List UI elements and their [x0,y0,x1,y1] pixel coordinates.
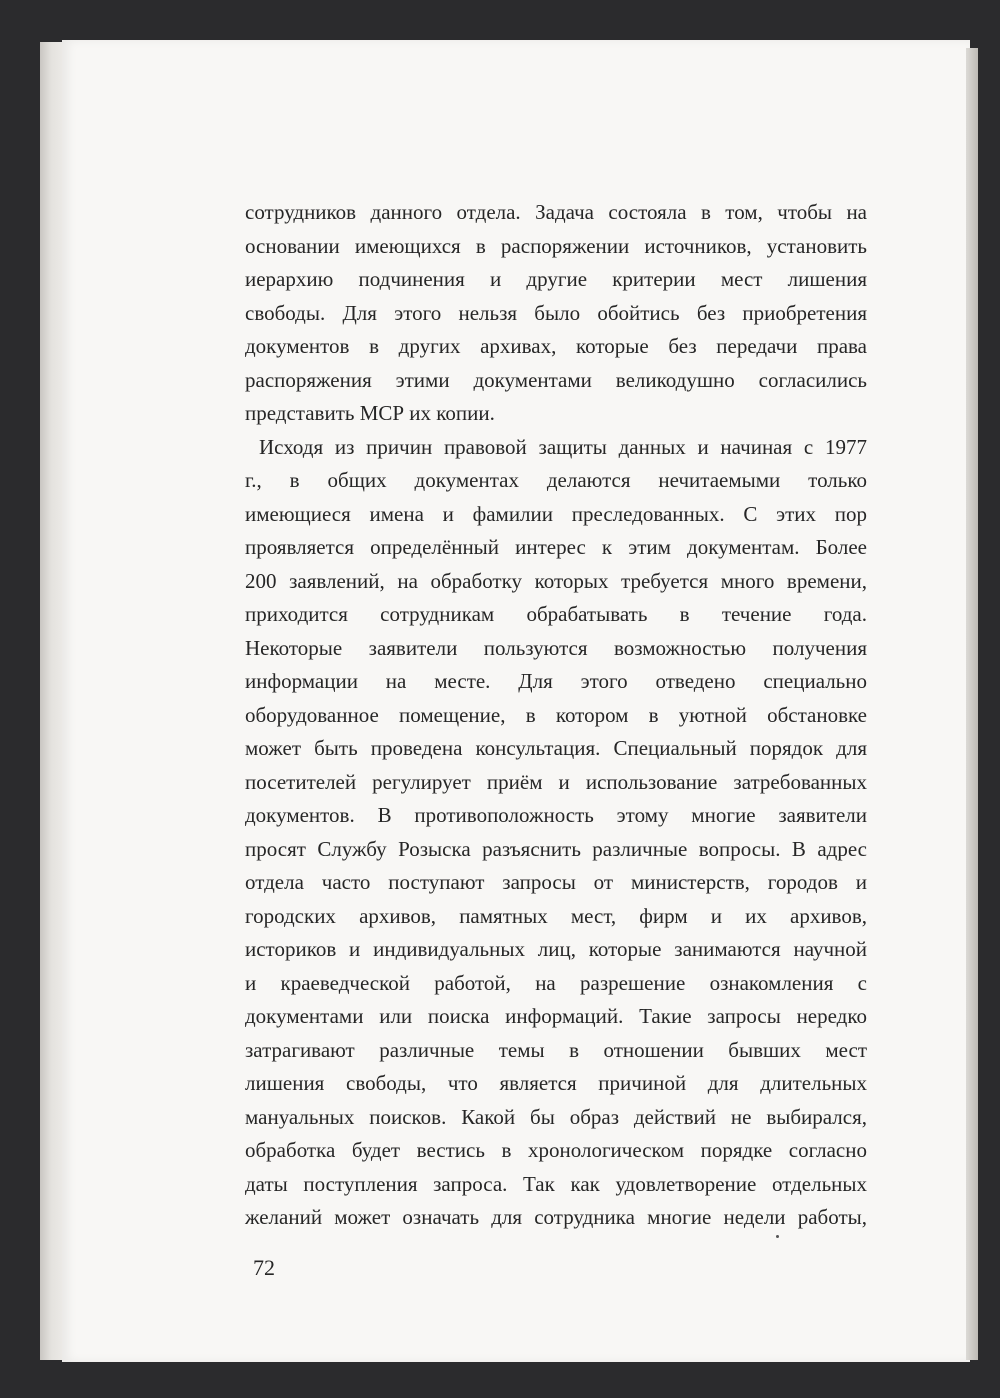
text-line: и краеведческой работой, на разрешение ознакомления с [245,970,867,995]
text-line: Исходя из причин правовой защиты данных и начиная с 1977 [259,434,867,459]
paper-speck [776,1235,779,1238]
book-page-edge-right [966,48,978,1360]
text-line: желаний может означать для сотрудника многие недели работы, [245,1205,867,1229]
page-number: 72 [253,1255,275,1280]
text-line: свободы. Для этого нельзя было обойтись без приобретения [245,300,867,325]
text-line: Некоторые заявители пользуются возможностью получения [245,635,867,660]
text-line: г., в общих документах делаются нечитаемыми только [245,468,867,492]
text-line: документов в других архивах, которые без передачи права [245,334,867,358]
text-line: городских архивов, памятных мест, фирм и их архивов, [245,903,867,928]
text-line: представить МСР их копии. [245,401,495,425]
text-line: историков и индивидуальных лиц, которые занимаются научной [245,937,867,961]
text-line: документов. В противоположность этому многие заявители [245,803,867,827]
text-line: приходится сотрудникам обрабатывать в течение года. [245,602,867,626]
text-line: затрагивают различные темы в отношении бывших мест [245,1037,867,1062]
text-line: распоряжения этими документами великодушно согласились [245,367,867,392]
text-line: обработка будет вестись в хронологическом порядке согласно [245,1138,867,1162]
text-line: даты поступления запроса. Так как удовлетворение отдельных [245,1171,867,1196]
text-line: 200 заявлений, на обработку которых требуется много времени, [245,568,867,593]
text-line: мануальных поисков. Какой бы образ действий не выбирался, [245,1104,867,1129]
text-line: документами или поиска информаций. Такие запросы нередко [245,1004,867,1028]
text-line: лишения свободы, что является причиной для длительных [245,1071,867,1095]
text-line: посетителей регулирует приём и использование затребованных [245,769,867,794]
text-line: иерархию подчинения и другие критерии мест лишения [245,267,867,291]
text-line: оборудованное помещение, в котором в уютной обстановке [245,702,867,727]
text-line: отдела часто поступают запросы от министерств, городов и [245,870,867,894]
text-line: просят Службу Розыска разъяснить различные вопросы. В адрес [245,836,867,861]
text-line: имеющиеся имена и фамилии преследованных. С этих пор [245,501,867,526]
text-line: информации на месте. Для этого отведено специально [245,669,867,693]
body-text [245,196,867,1235]
text-line: сотрудников данного отдела. Задача состояла в том, чтобы на [245,200,867,224]
text-line: может быть проведена консультация. Специальный порядок для [245,736,867,760]
text-line: основании имеющихся в распоряжении источников, установить [245,233,867,258]
text-line: проявляется определённый интерес к этим документам. Более [245,535,867,559]
